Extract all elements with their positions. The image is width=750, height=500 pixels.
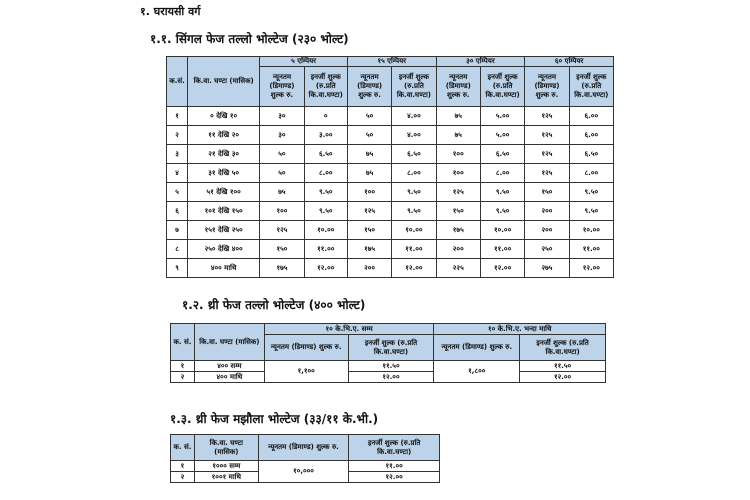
- table-cell: ४०० माथि: [188, 259, 260, 278]
- table-cell: १५०: [347, 221, 391, 240]
- sub-min: न्यूनतम (डिमाण्ड) शुल्क रु.: [347, 67, 391, 107]
- group-above-10kva: १० के.भि.ए. भन्दा माथि: [434, 324, 606, 335]
- table-cell: ३: [167, 145, 188, 164]
- table-cell: १२.००: [520, 372, 606, 383]
- table-cell: १००: [436, 164, 480, 183]
- sub-min: न्यूनतम (डिमाण्ड) शुल्क रु.: [258, 435, 349, 461]
- table-cell: १०१ देखि १५०: [188, 202, 260, 221]
- table-cell: ११.००: [349, 461, 440, 472]
- group-60a: ६० एम्पियर: [525, 57, 614, 67]
- table-cell: २: [167, 126, 188, 145]
- table-cell: १२५: [525, 107, 569, 126]
- table-cell: १२.००: [480, 259, 524, 278]
- single-phase-tariff-table: [166, 56, 614, 278]
- min-charge-cell: १,८००: [434, 361, 520, 383]
- table-cell: ७५: [347, 145, 391, 164]
- table-cell: ५०: [260, 164, 304, 183]
- section1-title: १.१. सिंगल फेज तल्लो भोल्टेज (२३० भोल्ट): [150, 32, 349, 46]
- table-cell: ३०: [260, 107, 304, 126]
- sub-energy: इनर्जी शुल्क (रु.प्रति कि.वा.घण्टा): [349, 435, 440, 461]
- table-cell: ५.००: [480, 107, 524, 126]
- sub-min: न्यूनतम (डिमाण्ड) शुल्क रु.: [525, 67, 569, 107]
- table-cell: ११.००: [569, 240, 613, 259]
- table-cell: ७: [167, 221, 188, 240]
- table-row: [167, 145, 614, 164]
- table-cell: १२.००: [392, 259, 436, 278]
- table-cell: ६.००: [569, 107, 613, 126]
- col-sn: क.सं.: [167, 57, 188, 107]
- table-cell: ११.००: [304, 240, 347, 259]
- table-cell: ५: [167, 183, 188, 202]
- three-phase-medium-voltage-table: [170, 434, 440, 483]
- table-cell: १००१ माथि: [194, 472, 258, 483]
- table-cell: ८: [167, 240, 188, 259]
- section3-title: १.३. थ्री फेज मझौला भोल्टेज (३३/११ के.भी.): [170, 412, 379, 426]
- table-cell: २००: [436, 240, 480, 259]
- table-cell: ६.५०: [392, 145, 436, 164]
- table-cell: ६.५०: [480, 145, 524, 164]
- table-cell: ६.००: [569, 126, 613, 145]
- table-cell: ११ देखि २०: [188, 126, 260, 145]
- table-cell: १: [167, 107, 188, 126]
- table-cell: १५०: [436, 202, 480, 221]
- table-cell: ९.५०: [480, 202, 524, 221]
- table-cell: २१ देखि ३०: [188, 145, 260, 164]
- table-cell: ०: [304, 107, 347, 126]
- group-5a: ५ एम्पियर: [260, 57, 348, 67]
- table-cell: १२.००: [349, 472, 440, 483]
- table-row: [167, 221, 614, 240]
- col-sn: क. सं.: [171, 324, 195, 361]
- table-cell: १५०: [260, 240, 304, 259]
- table-cell: १२.००: [304, 259, 347, 278]
- table-cell: १०.००: [392, 221, 436, 240]
- sub-energy: इनर्जी शुल्क (रु.प्रति कि.वा.घण्टा): [520, 335, 606, 361]
- table-cell: ४.००: [392, 107, 436, 126]
- table-cell: १७५: [347, 240, 391, 259]
- table-cell: १२५: [525, 126, 569, 145]
- group-30a: ३० एम्पियर: [436, 57, 525, 67]
- table-cell: १: [171, 361, 195, 372]
- table-row: [167, 107, 614, 126]
- table-cell: १: [171, 461, 195, 472]
- table-cell: ८.००: [569, 164, 613, 183]
- table-cell: ४: [167, 164, 188, 183]
- min-charge-cell: १,१००: [264, 361, 348, 383]
- table-row: [167, 126, 614, 145]
- table-cell: ५.००: [480, 126, 524, 145]
- table-cell: १२५: [525, 164, 569, 183]
- table-row: [167, 259, 614, 278]
- col-units: कि.वा. घण्टा (मासिक): [188, 57, 260, 107]
- table-cell: ८.००: [304, 164, 347, 183]
- table-cell: ३.००: [304, 126, 347, 145]
- table-cell: ५०: [260, 145, 304, 164]
- section2-title: १.२. थ्री फेज तल्लो भोल्टेज (४०० भोल्ट): [182, 298, 366, 312]
- table-cell: ० देखि १०: [188, 107, 260, 126]
- table-cell: ८.००: [392, 164, 436, 183]
- table-cell: ७५: [260, 183, 304, 202]
- table-cell: ११.५०: [520, 361, 606, 372]
- sub-min: न्यूनतम (डिमाण्ड) शुल्क रु.: [264, 335, 348, 361]
- table-cell: ९: [167, 259, 188, 278]
- table-cell: ६.५०: [304, 145, 347, 164]
- table-cell: २५० देखि ४००: [188, 240, 260, 259]
- group-upto-10kva: १० के.भि.ए. सम्म: [264, 324, 434, 335]
- col-units: कि.वा. घण्टा (मासिक): [194, 435, 258, 461]
- table-cell: १२५: [347, 202, 391, 221]
- table-cell: १२.००: [569, 259, 613, 278]
- table-row: [171, 361, 606, 372]
- table-cell: १००: [436, 145, 480, 164]
- table-cell: ९.५०: [569, 202, 613, 221]
- sub-energy: इनर्जी शुल्क (रु.प्रति कि.वा.घण्टा): [569, 67, 613, 107]
- sub-min: न्यूनतम (डिमाण्ड) शुल्क रु.: [260, 67, 304, 107]
- table-cell: ७५: [436, 126, 480, 145]
- table-cell: ९.५०: [392, 202, 436, 221]
- table-cell: ११.००: [392, 240, 436, 259]
- sub-energy: इनर्जी शुल्क (रु.प्रति कि.वा.घण्टा): [480, 67, 524, 107]
- table-cell: १०.००: [569, 221, 613, 240]
- table-cell: १५०: [525, 183, 569, 202]
- table-cell: ९.५०: [392, 183, 436, 202]
- table-cell: ६.५०: [569, 145, 613, 164]
- table-cell: १००: [347, 183, 391, 202]
- table-cell: ९.५०: [304, 183, 347, 202]
- table-cell: ११.५०: [348, 361, 434, 372]
- table-cell: १५१ देखि २५०: [188, 221, 260, 240]
- table-cell: ९.५०: [304, 202, 347, 221]
- table-cell: १२.००: [348, 372, 434, 383]
- main-heading: १. घरायसी वर्ग: [140, 5, 201, 18]
- col-sn: क. सं.: [171, 435, 195, 461]
- table-cell: ४०० सम्म: [194, 361, 264, 372]
- table-cell: ५०: [347, 107, 391, 126]
- sub-energy: इनर्जी शुल्क (रु.प्रति कि.वा.घण्टा): [304, 67, 347, 107]
- min-charge-cell: १०,०००: [258, 461, 349, 483]
- table-cell: ६: [167, 202, 188, 221]
- table-row: [167, 240, 614, 259]
- sub-energy: इनर्जी शुल्क (रु.प्रति कि.वा.घण्टा): [348, 335, 434, 361]
- three-phase-low-voltage-table: [170, 323, 606, 383]
- sub-energy: इनर्जी शुल्क (रु.प्रति कि.वा.घण्टा): [392, 67, 436, 107]
- table-row: [171, 372, 606, 383]
- table-row: [171, 461, 440, 472]
- table-cell: २००: [525, 221, 569, 240]
- table-cell: ११.००: [480, 240, 524, 259]
- table-cell: २००: [525, 202, 569, 221]
- table-cell: २५०: [525, 240, 569, 259]
- group-15a: १५ एम्पियर: [347, 57, 436, 67]
- table-cell: १७५: [436, 221, 480, 240]
- table-cell: १२५: [260, 221, 304, 240]
- sub-min: न्यूनतम (डिमाण्ड) शुल्क रु.: [434, 335, 520, 361]
- table-row: [167, 202, 614, 221]
- table-cell: ३०: [260, 126, 304, 145]
- table-cell: १७५: [260, 259, 304, 278]
- table-cell: ७५: [347, 164, 391, 183]
- sub-min: न्यूनतम (डिमाण्ड) शुल्क रु.: [436, 67, 480, 107]
- table-cell: १००० सम्म: [194, 461, 258, 472]
- col-units: कि.वा. घण्टा (मासिक): [194, 324, 264, 361]
- table-cell: २: [171, 472, 195, 483]
- table-cell: २७५: [525, 259, 569, 278]
- table-row: [167, 164, 614, 183]
- table-cell: २००: [347, 259, 391, 278]
- table-cell: १००: [260, 202, 304, 221]
- table-cell: ९.५०: [569, 183, 613, 202]
- table-cell: २: [171, 372, 195, 383]
- table-cell: ७५: [436, 107, 480, 126]
- table-cell: ४०० माथि: [194, 372, 264, 383]
- table-cell: ९.५०: [480, 183, 524, 202]
- table-cell: ५१ देखि १००: [188, 183, 260, 202]
- table-cell: १२५: [525, 145, 569, 164]
- table-cell: ४.००: [392, 126, 436, 145]
- table-row: [167, 183, 614, 202]
- table-cell: ८.००: [480, 164, 524, 183]
- table-cell: १२५: [436, 183, 480, 202]
- table-cell: १०.००: [304, 221, 347, 240]
- table-cell: २२५: [436, 259, 480, 278]
- table-cell: १०.००: [480, 221, 524, 240]
- table-cell: ३१ देखि ५०: [188, 164, 260, 183]
- table-cell: ५०: [347, 126, 391, 145]
